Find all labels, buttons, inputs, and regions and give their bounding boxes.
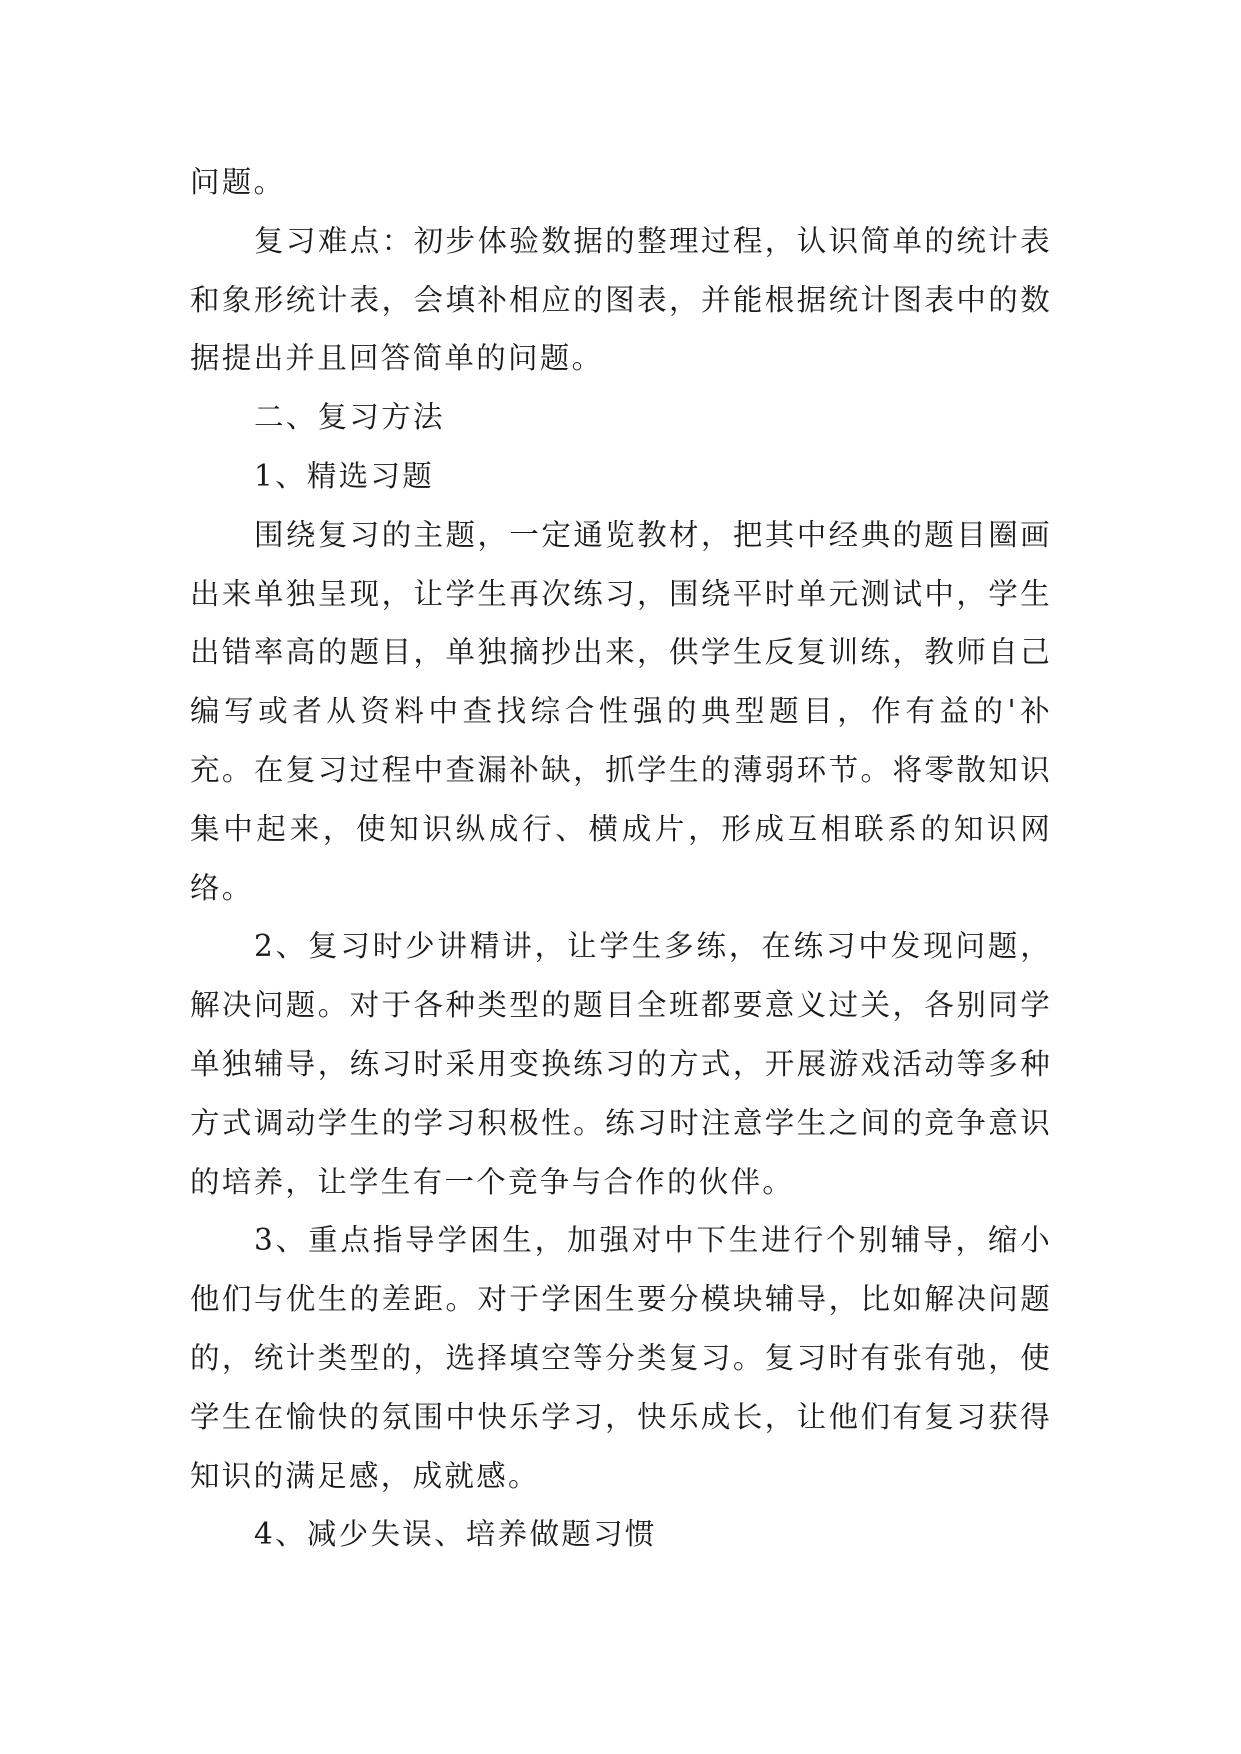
paragraph-practice-more: 2、复习时少讲精讲，让学生多练，在练习中发现问题，解决问题。对于各种类型的题目全班都要意义过关，各别同学单独辅导，练习时采用变换练习的方式，开展游戏活动等多种方式调动学生的学习积极性。练习时注意学生之间的竞争意识的培养，让学生有一个竞争与合作的伙伴。 [190,929,1052,1199]
paragraph-select-exercises: 围绕复习的主题，一定通览教材，把其中经典的题目圈画出来单独呈现，让学生再次练习，围绕平时单元测试中，学生出错率高的题目，单独摘抄出来，供学生反复训练，教师自己编写或者从资料中查找综合性强的典型题目，作有益的'补充。在复习过程中查漏补缺，抓学生的薄弱环节。将零散知识集中起来，使知识纵成行、横成片，形成互相联系的知识网络。 [190,517,1052,905]
subheading-reduce-mistakes: 4、减少失误、培养做题习惯 [254,1517,657,1552]
paragraph-guide-struggling-students: 3、重点指导学困生，加强对中下生进行个别辅导，缩小他们与优生的差距。对于学困生要分模块辅导，比如解决问题的，统计类型的，选择填空等分类复习。复习时有张有弛，使学生在愉快的氛围中快乐学习，快乐成长，让他们有复习获得知识的满足感，成就感。 [190,1223,1052,1493]
subheading-select-exercises: 1、精选习题 [254,458,435,493]
section-heading-review-methods: 二、复习方法 [254,400,445,435]
document-body [190,153,1052,1564]
paragraph-review-difficulty: 复习难点：初步体验数据的整理过程，认识简单的统计表和象形统计表，会填补相应的图表，并能根据统计图表中的数据提出并且回答简单的问题。 [190,223,1052,376]
paragraph-continuation: 问题。 [190,165,286,199]
